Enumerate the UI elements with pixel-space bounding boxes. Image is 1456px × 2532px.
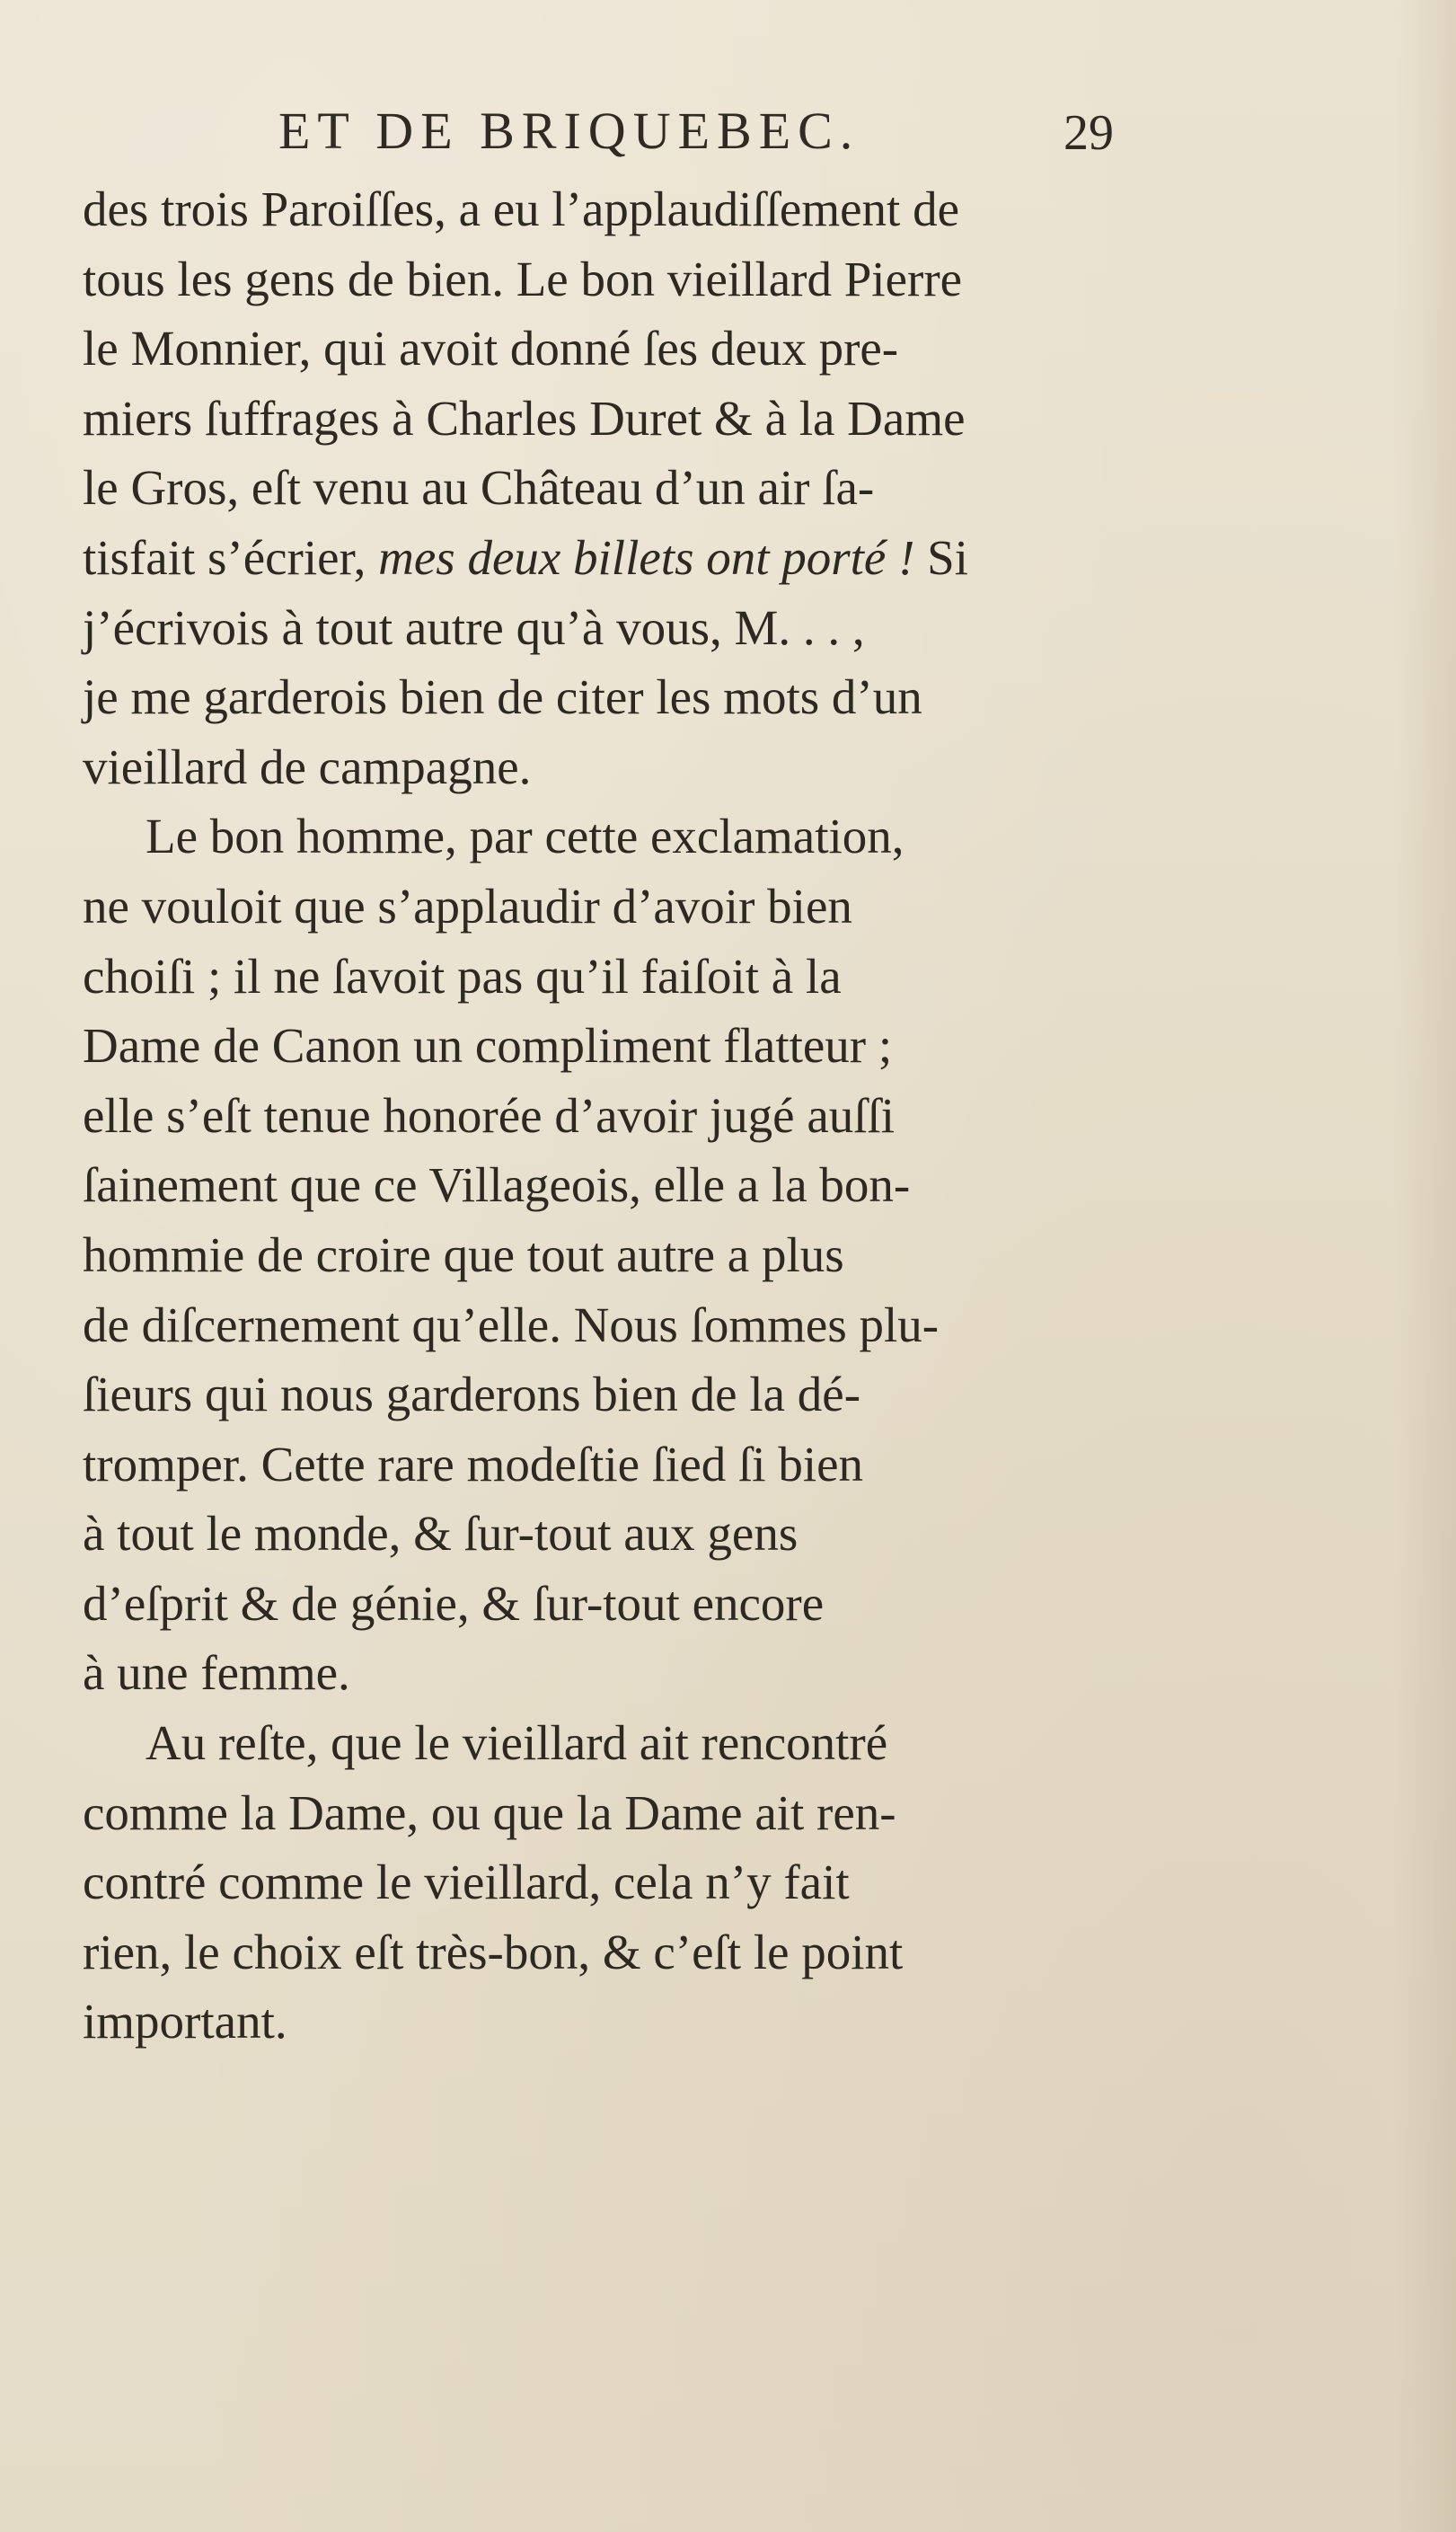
text-line: le Monnier, qui avoit donné ſes deux pre- <box>83 321 899 376</box>
text-line: comme la Dame, ou que la Dame ait ren- <box>83 1784 896 1840</box>
text-line: tromper. Cette rare modeſtie ſied ſi bien <box>83 1436 864 1492</box>
text-line <box>83 523 1129 593</box>
text-line: contré comme le vieillard, cela n’y fait <box>83 1855 850 1910</box>
text-line: Le bon homme, par cette exclamation, <box>146 809 904 864</box>
text-line: je me garderois bien de citer les mots d’un <box>83 669 922 725</box>
text-line: Au reſte, que le vieillard ait rencontré <box>146 1715 888 1771</box>
text-line: important. <box>83 1994 287 2050</box>
text-line: de diſcernement qu’elle. Nous ſommes plu- <box>83 1297 940 1352</box>
text-line: ſainement que ce Villageois, elle a la bon- <box>83 1157 911 1213</box>
text-segment: Si <box>914 529 969 585</box>
text-line: le Gros, eſt venu au Château d’un air ſa- <box>83 460 875 516</box>
text-line: des trois Paroiſſes, a eu l’applaudiſſement de <box>83 181 959 236</box>
text-line: d’eſprit & de génie, & ſur-tout encore <box>83 1575 825 1631</box>
text-line: rien, le choix eſt très-bon, & c’eſt le point <box>83 1924 904 1979</box>
text-line: j’écrivois à tout autre qu’à vous, M. . . , <box>83 599 865 655</box>
text-line: vieillard de campagne. <box>83 739 532 794</box>
text-line: choiſi ; il ne ſavoit pas qu’il faiſoit à la <box>83 948 842 1004</box>
text-line: à tout le monde, & ſur-tout aux gens <box>83 1506 799 1562</box>
text-segment: tisfait s’écrier, <box>83 529 379 585</box>
page-header <box>269 101 1114 173</box>
text-line: ne vouloit que s’applaudir d’avoir bien <box>83 878 852 934</box>
page-shadow-edge <box>1393 0 1456 2532</box>
text-line: ſieurs qui nous garderons bien de la dé- <box>83 1367 861 1422</box>
text-line: Dame de Canon un compliment flatteur ; <box>83 1018 893 1074</box>
text-line: à une femme. <box>83 1645 350 1701</box>
body-text <box>83 174 1129 2057</box>
italic-quotation: mes deux billets ont porté ! <box>378 529 915 585</box>
text-line: miers ſuffrages à Charles Duret & à la Dame <box>83 390 966 446</box>
text-line: tous les gens de bien. Le bon vieillard Pierre <box>83 251 963 306</box>
running-head: ET DE BRIQUEBEC. <box>278 102 860 160</box>
text-line: elle s’eſt tenue honorée d’avoir jugé auſſi <box>83 1087 896 1143</box>
text-line: hommie de croire que tout autre a plus <box>83 1226 844 1282</box>
page-number: 29 <box>1063 105 1114 161</box>
